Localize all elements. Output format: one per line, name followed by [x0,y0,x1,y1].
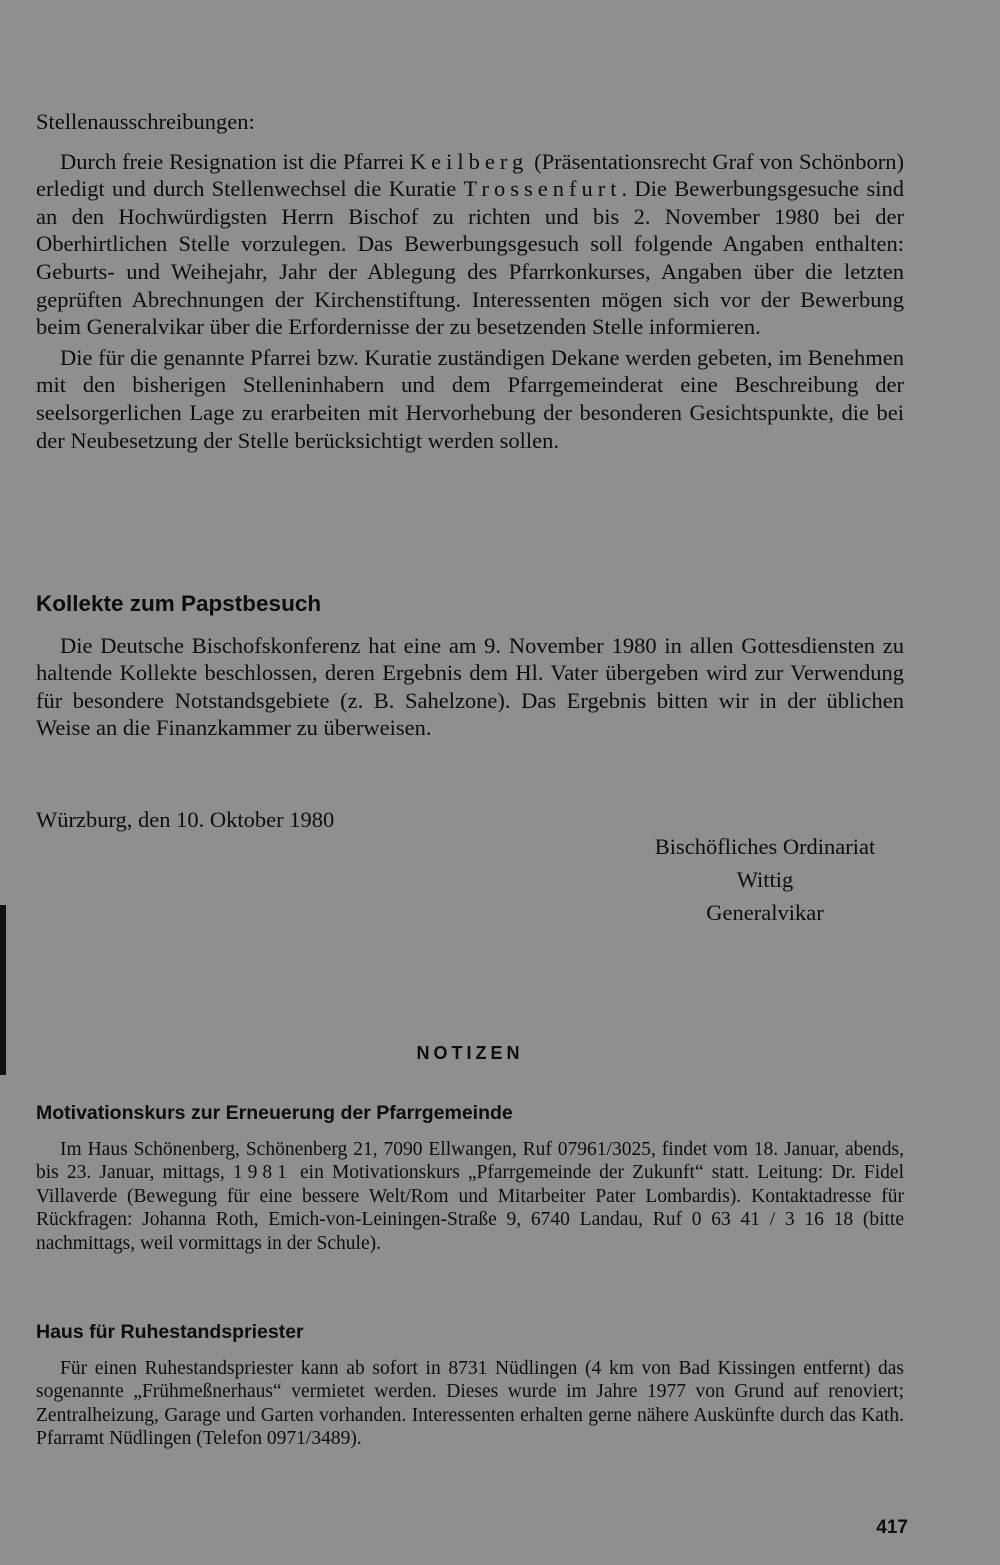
motivationskurs-heading: Motivationskurs zur Erneuerung der Pfarrgemeinde [36,1102,513,1124]
page-number: 417 [876,1517,908,1538]
kollekte-heading: Kollekte zum Papstbesuch [36,591,322,616]
signature-title: Generalvikar [706,900,824,925]
ruhestand-section [36,1321,904,1451]
motiv-year: 1981 [232,1162,292,1184]
motivationskurs-paragraph [36,1138,904,1256]
kollekte-paragraph: Die Deutsche Bischofskonferenz hat eine am 9. November 1980 in allen Gottesdiensten zu haltende Kollekte beschlossen, deren Ergebnis dem Hl. Vater übergeben wird zur Verwendung für besondere Notstandsgebiete (z. B. Sahelzone). Das Ergebnis bitten wir in der üblichen Weise an die Finanzkammer zu überweisen. [36,632,904,741]
motivationskurs-section [36,1102,904,1256]
motiv-part-a: Im Haus Schönenberg, Schönenberg 21, 7090 Ellwangen, Ruf 07961/3025, findet vom 18. Januar, abends, bis 23. Januar, mittags, [36,1138,904,1184]
kuratie-trossenfurt: Trossenfurt [463,176,622,202]
notizen-title: NOTIZEN [416,1043,524,1063]
motiv-part-b: ein Motivationskurs „Pfarrgemeinde der Zukunft“ statt. Leitung: Dr. Fidel Villaverde (Bewegung für eine bessere Welt/Rom und Mitarbeiter Pater Lombardis). Kontaktadresse für Rückfragen: Johanna Roth, Emich-von-Leiningen-Straße 9, 6740 Landau, Ruf 0 63 41 / 3 16 18 (bitte nachmittags, weil vormittags in der Schule). [36,1162,904,1254]
stellen-section [36,108,904,454]
stellen-p1-part-c: . Die Bewerbungsgesuche sind an den Hochwürdigsten Herrn Bischof zu richten und bis 2. November 1980 bei der Oberhirtlichen Stelle vorzulegen. Das Bewerbungsgesuch soll folgende Angaben enthalten: Geburts- und Weihejahr, Jahr der Ablegung des Pfarrkonkurses, Angaben über die letzten geprüften Abrechnungen der Kirchenstiftung. Interessenten mögen sich vor der Bewerbung beim Generalvikar über die Erfordernisse der zu besetzenden Stelle informieren. [36,176,904,340]
stellen-paragraph-1 [36,148,904,341]
kollekte-section [36,590,904,742]
place-date: Würzburg, den 10. Oktober 1980 [36,807,335,832]
signature-name: Wittig [736,867,794,892]
signature-office: Bischöfliches Ordinariat [654,834,876,859]
ruhestand-paragraph: Für einen Ruhestandspriester kann ab sofort in 8731 Nüdlingen (4 km von Bad Kissingen entfernt) das sogenannte „Frühmeßnerhaus“ vermietet werden. Dieses wurde im Jahre 1977 von Grund auf renoviert; Zentralheizung, Garage und Garten vorhanden. Interessenten erhalten gerne nähere Auskünfte durch das Kath. Pfarramt Nüdlingen (Telefon 0971/3489). [36,1357,904,1450]
signature-block [620,830,910,929]
stellen-p1-part-b: (Präsentationsrecht Graf von Schönborn) erledigt und durch Stellenwechsel die Kuratie [36,148,905,202]
stellen-heading: Stellenausschreibungen: [36,109,255,134]
stellen-paragraph-2: Die für die genannte Pfarrei bzw. Kuratie zuständigen Dekane werden gebeten, im Benehmen mit den bisherigen Stelleninhabern und dem Pfarrgemeinderat eine Beschreibung der seelsorgerlichen Lage zu erarbeiten mit Hervorhebung der besonderen Gesichtspunkte, die bei der Neubesetzung der Stelle berücksichtigt werden sollen. [36,344,904,453]
parish-keilberg: Keilberg [409,148,529,174]
ruhestand-heading: Haus für Ruhestandspriester [36,1321,304,1343]
stellen-p1-part-a: Durch freie Resignation ist die Pfarrei [60,148,410,174]
